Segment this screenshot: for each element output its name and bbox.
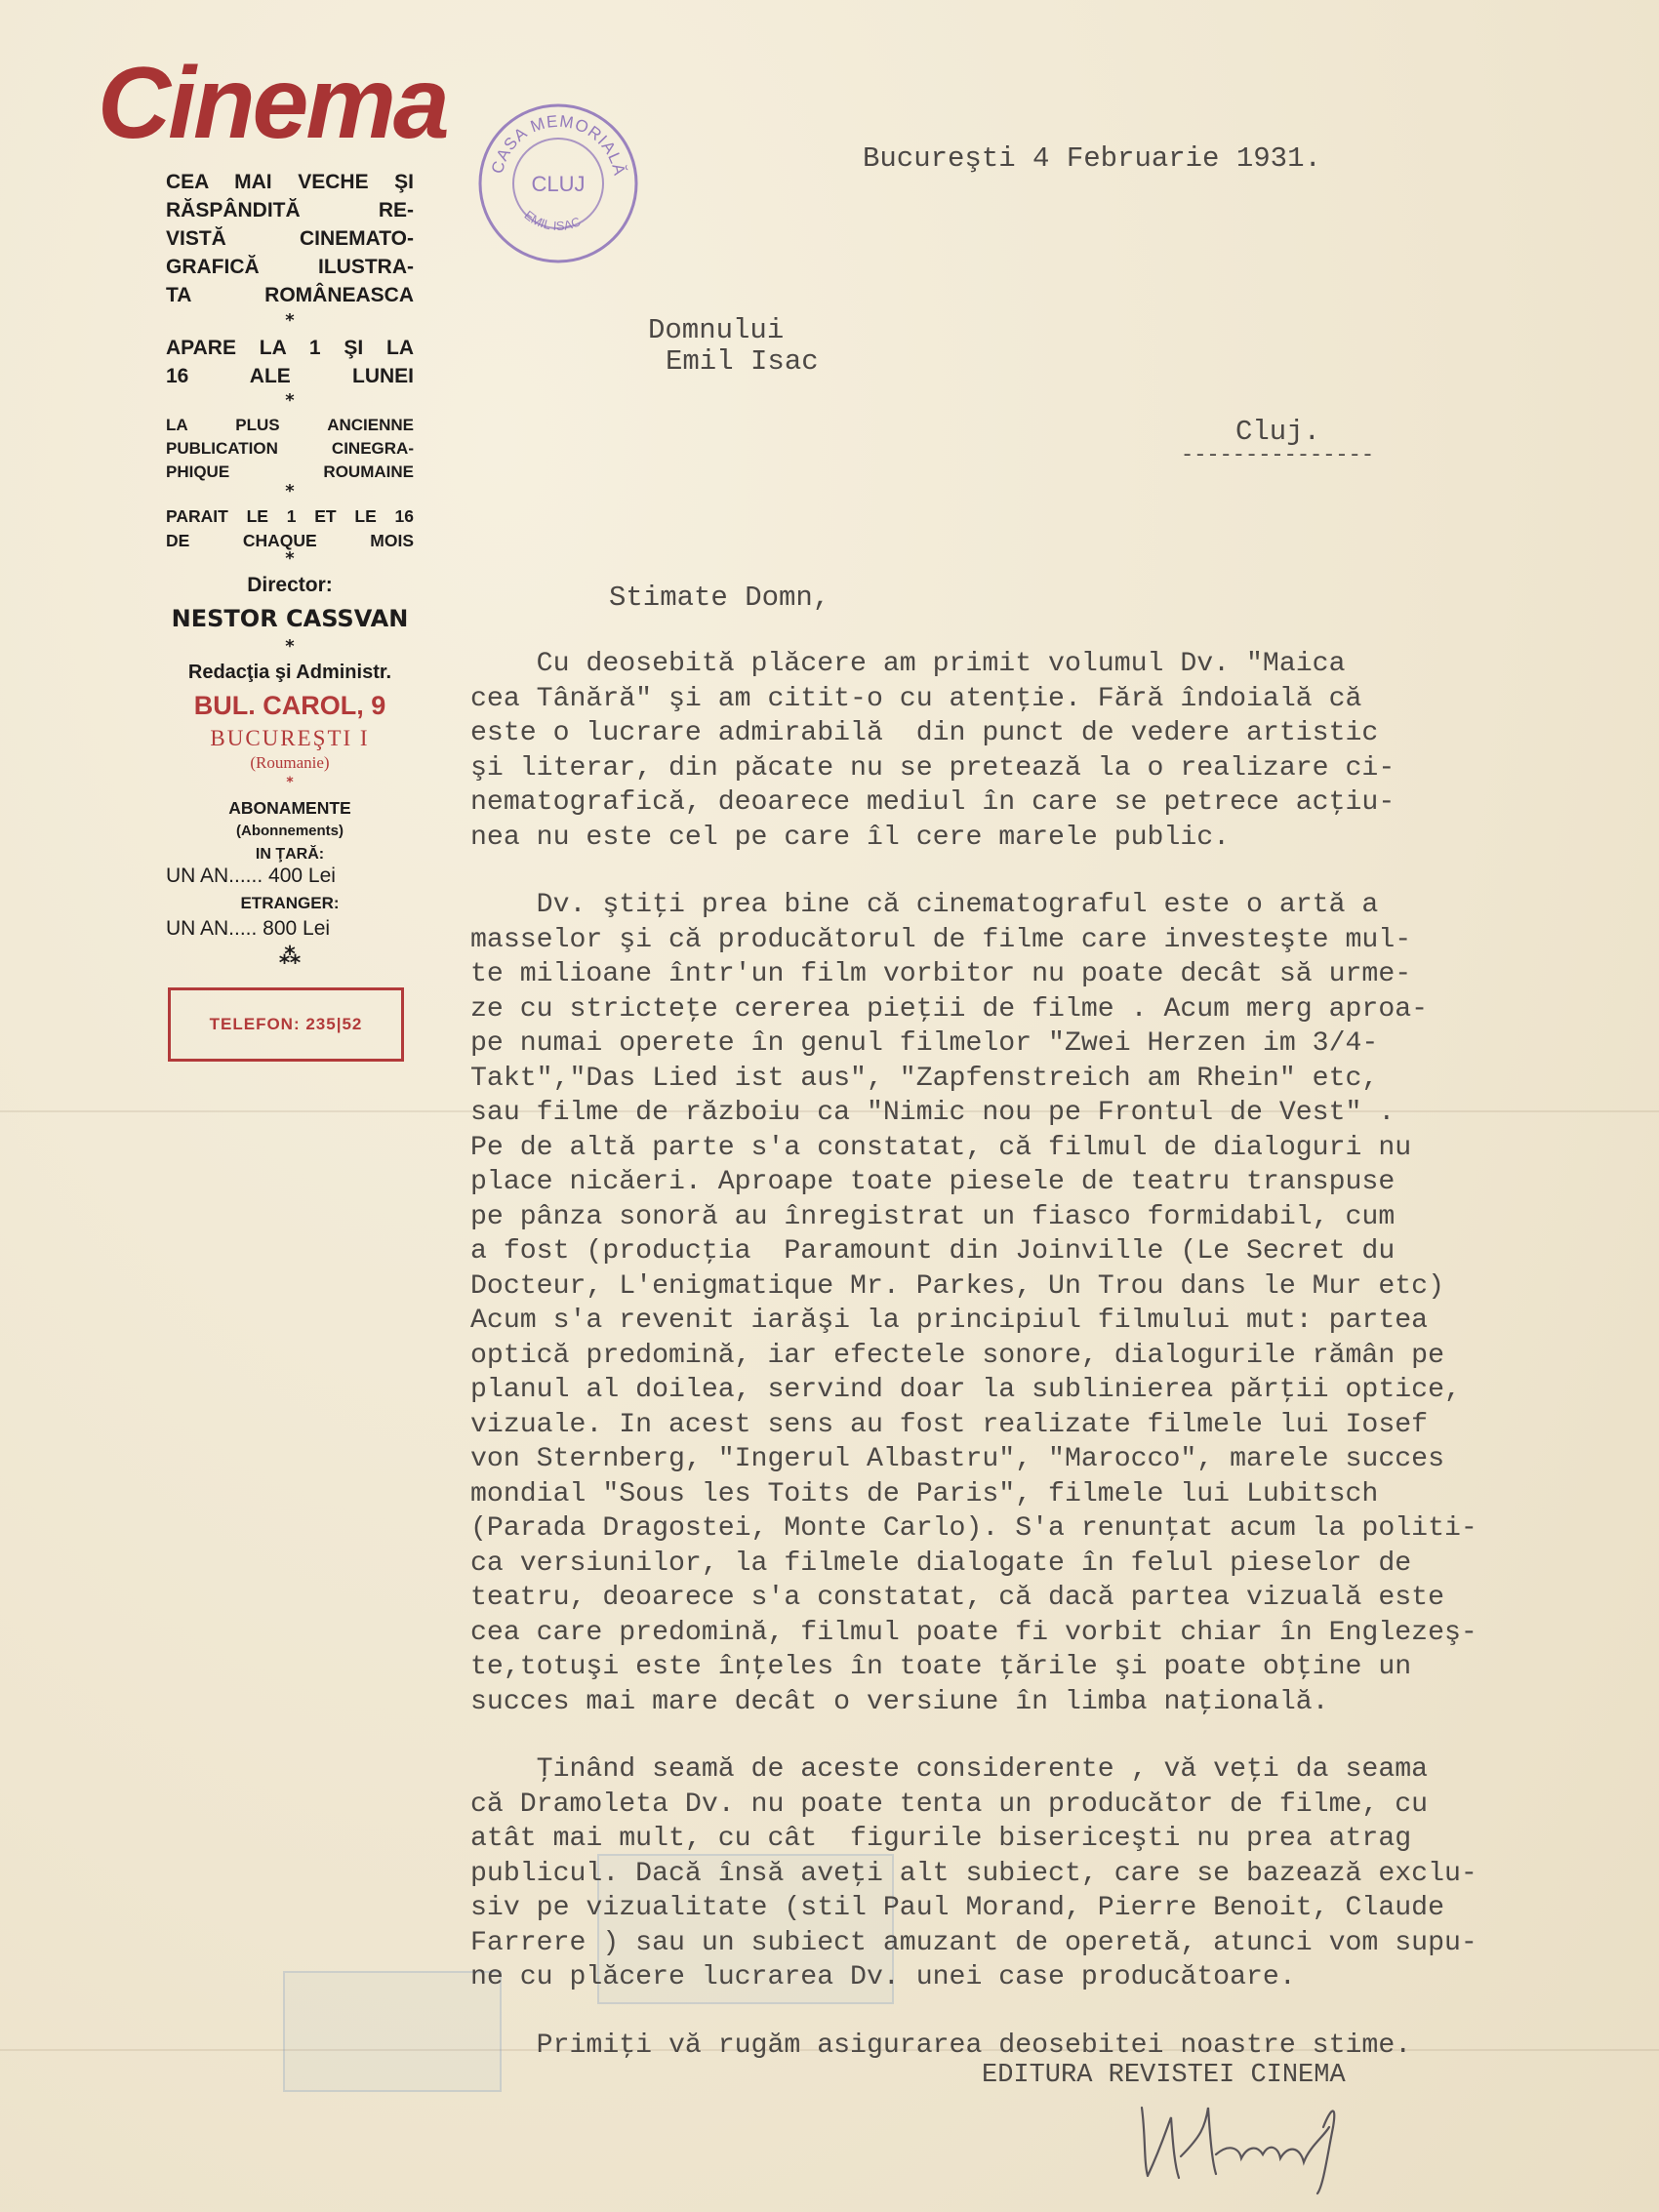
body-line: Takt","Das Lied ist aus", "Zapfenstreich am Rhein" etc,: [470, 1063, 1379, 1094]
body-line: Docteur, L'enigmatique Mr. Parkes, Un Trou dans le Mur etc): [470, 1270, 1444, 1302]
schedule-line: 16 ALE LUNEI: [166, 365, 414, 387]
body-line: sau filme de războiu ca "Nimic nou pe Frontul de Vest" .: [470, 1098, 1396, 1128]
sign-off: EDITURA REVISTEI CINEMA: [982, 2061, 1346, 2090]
director-label: Director:: [247, 574, 333, 596]
body-line: place nicăeri. Aproape toate piesele de teatru transpuse: [470, 1167, 1396, 1197]
schedule-fr: [166, 504, 414, 553]
recipient-line-1: Domnului: [648, 314, 785, 346]
domestic-label: IN ŢARĂ:: [255, 846, 325, 863]
tagline-line: VISTĂ CINEMATO-: [166, 227, 414, 250]
tagline-fr-line: PHIQUE ROUMAINE: [166, 463, 414, 481]
office-address: BUL. CAROL, 9: [193, 691, 386, 720]
tagline-line: RĂSPÂNDITĂ RE-: [166, 199, 414, 221]
body-line: cea Tânără" şi am citit-o cu atenţie. Fără îndoială că: [470, 683, 1362, 714]
separator-star: *: [286, 775, 294, 790]
office-label: Redacţia şi Administr.: [187, 662, 392, 683]
domestic-price: UN AN...... 400 Lei: [166, 865, 336, 887]
paragraph: [470, 2029, 1632, 2064]
tagline-ro: [166, 168, 414, 309]
director-name: NESTOR CASSVAN: [171, 605, 409, 632]
schedule-fr-line: PARAIT LE 1 ET LE 16: [166, 506, 414, 526]
subs-title-fr: (Abonnements): [236, 823, 344, 839]
separator-star: *: [285, 548, 295, 569]
letter-date: Bucureşti 4 Februarie 1931.: [863, 142, 1321, 175]
foreign-label: ETRANGER:: [240, 894, 340, 912]
body-line: masselor şi că producătorul de filme care investeşte mul-: [470, 924, 1412, 955]
logo-text: Cinema: [98, 47, 447, 160]
body-line: ca versiunilor, la filmele dialogate în felul pieselor de: [470, 1548, 1412, 1579]
tagline-fr: [166, 414, 414, 484]
body-line: teatru, deoarece s'a constatat, că dacă partea vizuală este: [470, 1583, 1444, 1613]
separator-asterism: ⁂: [278, 945, 302, 969]
stamp-center-text: CLUJ: [531, 172, 586, 196]
stamp-top-text: CASA MEMORIALĂ: [487, 111, 629, 179]
body-line: Dv. ştiţi prea bine că cinematograful este o artă a: [470, 890, 1379, 920]
subs-title: ABONAMENTE: [228, 798, 351, 818]
phone-number: TELEFON: 235|52: [209, 1015, 363, 1033]
body-line: (Parada Dragostei, Monte Carlo). S'a renunţat acum la politi-: [470, 1513, 1477, 1544]
body-line: ne cu plăcere lucrarea Dv. unei case producătoare.: [470, 1962, 1296, 1992]
body-line: nematografică, deoarece mediul în care se petrece acţiu-: [470, 787, 1396, 818]
body-line: publicul. Dacă însă aveţi alt subiect, care se bazează exclu-: [470, 1858, 1477, 1889]
body-line: vizuale. In acest sens au fost realizate filmele lui Iosef: [470, 1409, 1429, 1440]
body-line: Primiţi vă rugăm asigurarea deosebitei noastre stime.: [470, 2030, 1412, 2061]
body-line: ze cu stricteţe cererea pieţii de filme . Acum merg aproa-: [470, 993, 1429, 1025]
recipient-line-2: Emil Isac: [666, 345, 819, 378]
body-line: Pe de altă parte s'a constatat, că filmul de dialoguri nu: [470, 1132, 1412, 1163]
body-line: mondial "Sous les Toits de Paris", filmele lui Lubitsch: [470, 1478, 1379, 1509]
body-line: Cu deosebită plăcere am primit volumul Dv. "Maica: [470, 649, 1346, 679]
body-line: Ţinând seamă de aceste considerente , vă veţi da seama: [470, 1754, 1429, 1785]
body-line: planul al doilea, servind doar la sublinierea părţii optice,: [470, 1375, 1461, 1405]
schedule-ro: [166, 334, 414, 390]
body-line: atât mai mult, cu cât figurile bisericeşti nu prea atrag: [470, 1824, 1412, 1854]
separator-star: *: [285, 390, 295, 411]
phone-box: [168, 987, 404, 1062]
body-line: este o lucrare admirabilă din punct de vedere artistic: [470, 718, 1379, 748]
svg-text:EMIL ISAC: [521, 208, 583, 233]
paragraph: [470, 647, 1632, 855]
body-line: cea care predomină, filmul poate fi vorbit chiar în Englezeş-: [470, 1617, 1477, 1648]
separator-star: *: [285, 481, 295, 502]
faint-registration-stamp: [283, 1971, 502, 2092]
body-line: te,totuşi este înţeles în toate ţările şi poate obţine un: [470, 1652, 1412, 1682]
body-line: şi literar, din păcate nu se pretează la o realizare ci-: [470, 752, 1396, 784]
body-line: te milioane într'un film vorbitor nu poate decât să urme-: [470, 959, 1412, 989]
tagline-line: TA ROMÂNEASCA: [166, 284, 414, 306]
body-line: a fost (producţia Paramount din Joinville (Le Secret du: [470, 1236, 1396, 1267]
separator-star: *: [285, 310, 295, 331]
body-line: optică predomină, iar efectele sonore, dialogurile rămân pe: [470, 1340, 1444, 1371]
tagline-fr-line: PUBLICATION CINEGRA-: [166, 439, 414, 458]
memorial-house-stamp: [476, 101, 640, 265]
office-country: (Roumanie): [250, 753, 330, 772]
body-line: Farrere ) sau un subiect amuzant de operetă, atunci vom supu-: [470, 1927, 1477, 1958]
body-line: siv pe vizualitate (stil Paul Morand, Pierre Benoit, Claude: [470, 1893, 1444, 1923]
body-line: von Sternberg, "Ingerul Albastru", "Marocco", marele succes: [470, 1444, 1444, 1474]
body-line: pe pânza sonoră au înregistrat un fiasco formidabil, cum: [470, 1201, 1396, 1232]
stamp-bottom-text: EMIL ISAC: [521, 207, 584, 234]
schedule-fr-line: DE CHAQUE MOIS: [166, 531, 414, 550]
body-line: nea nu este cel pe care îl cere marele public.: [470, 822, 1231, 853]
office-city: BUCUREŞTI I: [210, 726, 370, 750]
cinema-logo: [98, 35, 488, 162]
body-line: succes mai mare decât o versiune în limba naţională.: [470, 1686, 1329, 1717]
body-line: pe numai operete în genul filmelor "Zwei Herzen im 3/4-: [470, 1028, 1379, 1059]
city-underline: ---------------: [1181, 443, 1375, 467]
separator-star: *: [285, 636, 295, 657]
letter-body: [470, 647, 1632, 2063]
paragraph: [470, 1752, 1632, 1995]
tagline-line: CEA MAI VECHE ŞI: [166, 171, 414, 193]
paragraph: [470, 888, 1632, 1719]
foreign-price: UN AN..... 800 Lei: [166, 917, 331, 940]
tagline-line: GRAFICĂ ILUSTRA-: [166, 256, 414, 278]
schedule-line: APARE LA 1 ŞI LA: [166, 337, 414, 359]
subscriptions: [166, 796, 414, 866]
handwritten-signature: [1132, 2069, 1366, 2195]
body-line: că Dramoleta Dv. nu poate tenta un producător de filme, cu: [470, 1789, 1429, 1820]
tagline-fr-line: LA PLUS ANCIENNE: [166, 416, 414, 434]
recipient-city: Cluj.: [1235, 416, 1321, 448]
salutation: Stimate Domn,: [609, 582, 830, 614]
body-line: Acum s'a revenit iarăşi la principiul filmului mut: partea: [470, 1306, 1429, 1336]
